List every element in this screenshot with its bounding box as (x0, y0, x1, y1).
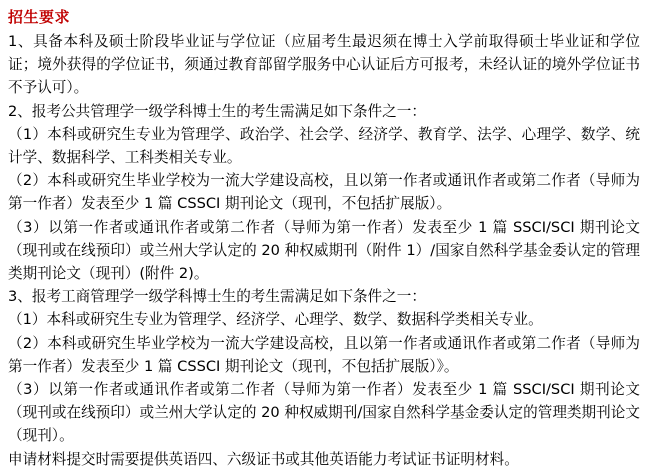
paragraph-business-admin-condition-2: （2）本科或研究生毕业学校为一流大学建设高校，且以第一作者或通讯作者或第二作者（导师为第一作者）发表至少 1 篇 CSSCI 期刊论文（现刊，不包括扩展版）》。 (8, 334, 640, 375)
paragraph-business-admin-condition-1: （1）本科或研究生专业为管理学、经济学、心理学、数学、数据科学类相关专业。 (8, 311, 543, 329)
paragraph-public-admin-condition-3: （3）以第一作者或通讯作者或第二作者（导师为第一作者）发表至少 1 篇 SSCI/SCI 期刊论文（现刊或在线预印）或兰州大学认定的 20 种权威期刊（附件 1）/国家自然科学基金委认定的管理类期刊论文（现刊）(附件 2)。 (8, 218, 640, 283)
paragraph-english-certificate: 申请材料提交时需要提供英语四、六级证书或其他英语能力考试证书证明材料。 (8, 450, 519, 468)
paragraph-public-admin-heading: 2、报考公共管理学一级学科博士生的考生需满足如下条件之一： (8, 102, 426, 120)
paragraph-public-admin-condition-2: （2）本科或研究生毕业学校为一流大学建设高校，且以第一作者或通讯作者或第二作者（导师为第一作者）发表至少 1 篇 CSSCI 期刊论文（现刊，不包括扩展版）。 (8, 172, 640, 213)
paragraph-business-admin-condition-3: （3）以第一作者或通讯作者或第二作者（导师为第一作者）发表至少 1 篇 SSCI/SCI 期刊论文（现刊或在线预印）或兰州大学认定的 20 种权威期刊/国家自然科学基金委认定的管理类期刊论文（现刊）。 (8, 381, 640, 445)
paragraph-requirement-degrees: 1、具备本科及硕士阶段毕业证与学位证（应届考生最迟须在博士入学前取得硕士毕业证和学位证；境外获得的学位证书，须通过教育部留学服务中心认证后方可报考，未经认证的境外学位证书不予认可）。 (8, 33, 640, 97)
paragraph-public-admin-condition-1: （1）本科或研究生专业为管理学、政治学、社会学、经济学、教育学、法学、心理学、数学、统计学、数据科学、工科类相关专业。 (8, 125, 640, 167)
paragraph-business-admin-heading: 3、报考工商管理学一级学科博士生的考生需满足如下条件之一： (8, 288, 426, 306)
page-title: 招生要求 (8, 8, 71, 26)
